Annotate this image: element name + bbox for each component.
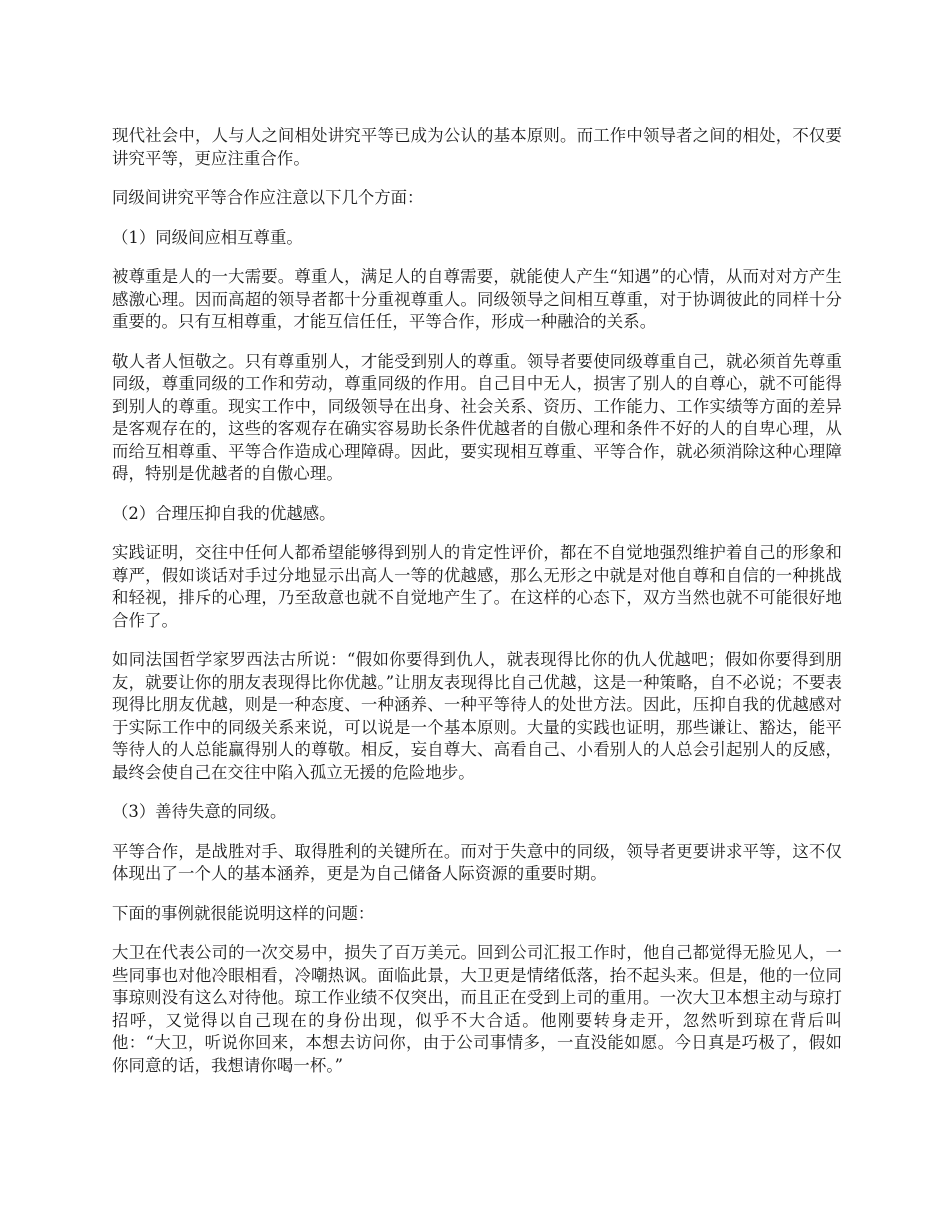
intro-paragraph: 现代社会中，人与人之间相处讲究平等已成为公认的基本原则。而工作中领导者之间的相处，不仅要讲究平等，更应注重合作。 — [112, 126, 842, 168]
example-lead: 下面的事例就很能说明这样的问题： — [112, 903, 375, 923]
section-lead: 同级间讲究平等合作应注意以下几个方面： — [112, 188, 424, 207]
body-paragraph: 被尊重是人的一大需要。尊重人，满足人的自尊需要，就能使人产生“知遇”的心情，从而对对方产生感激心理。因而高超的领导者都十分重视尊重人。同级领导之间相互尊重，对于协调彼此的同样十分重要的。只有互相尊重，才能互信任任，平等合作，形成一种融洽的关系。 — [112, 267, 842, 331]
body-paragraph: 实践证明，交往中任何人都希望能够得到别人的肯定性评价，都在不自觉地强烈维护着自己的形象和尊严，假如谈话对手过分地显示出高人一等的优越感，那么无形之中就是对他自尊和自信的一种挑战和轻视，排斥的心理，乃至敌意也就不自觉地产生了。在这样的心态下，双方当然也就不可能很好地合作了。 — [112, 543, 842, 630]
body-paragraph: 平等合作，是战胜对手、取得胜利的关键所在。而对于失意中的同级，领导者更要讲求平等，这不仅体现出了一个人的基本涵养，更是为自己储备人际资源的重要时期。 — [112, 841, 842, 883]
section-heading-1: （1）同级间应相互尊重。 — [112, 227, 303, 247]
document-body — [112, 125, 842, 1094]
body-paragraph: 敬人者人恒敬之。只有尊重别人，才能受到别人的尊重。领导者要使同级尊重自己，就必须首先尊重同级，尊重同级的工作和劳动，尊重同级的作用。自己目中无人，损害了别人的自尊心，就不可能得到别人的尊重。现实工作中，同级领导在出身、社会关系、资历、工作能力、工作实绩等方面的差异是客观存在的，这些的客观存在确实容易助长条件优越者的自傲心理和条件不好的人的自卑心理，从而给互相尊重、平等合作造成心理障碍。因此，要实现相互尊重、平等合作，就必须消除这种心理障碍，特别是优越者的自傲心理。 — [112, 351, 842, 483]
section-heading-2: （2）合理压抑自我的优越感。 — [112, 503, 336, 523]
section-heading-3: （3）善待失意的同级。 — [112, 802, 287, 821]
body-paragraph: 大卫在代表公司的一次交易中，损失了百万美元。回到公司汇报工作时，他自己都觉得无脸见人，一些同事也对他冷眼相看，冷嘲热讽。面临此景，大卫更是情绪低落，抬不起头来。但是，他的一位同事琼则没有这么对待他。琼工作业绩不仅突出，而且正在受到上司的重用。一次大卫本想主动与琼打招呼，又觉得以自己现在的身份出现，似乎不大合适。他刚要转身走开，忽然听到琼在背后叫他：“大卫，听说你回来，本想去访问你，由于公司事情多，一直没能如愿。今日真是巧极了，假如你同意的话，我想请你喝一杯。” — [112, 943, 842, 1075]
body-paragraph: 如同法国哲学家罗西法古所说：“假如你要得到仇人，就表现得比你的仇人优越吧；假如你要得到朋友，就要让你的朋友表现得比你优越。”让朋友表现得比自己优越，这是一种策略，自不必说；不要表现得比朋友优越，则是一种态度、一种涵养、一种平等待人的处世方法。因此，压抑自我的优越感对于实际工作中的同级关系来说，可以说是一个基本原则。大量的实践也证明，那些谦让、豁达，能平等待人的人总能赢得别人的尊敬。相反，妄自尊大、高看自己、小看别人的人总会引起别人的反感，最终会使自己在交往中陷入孤立无援的危险地步。 — [112, 650, 842, 782]
